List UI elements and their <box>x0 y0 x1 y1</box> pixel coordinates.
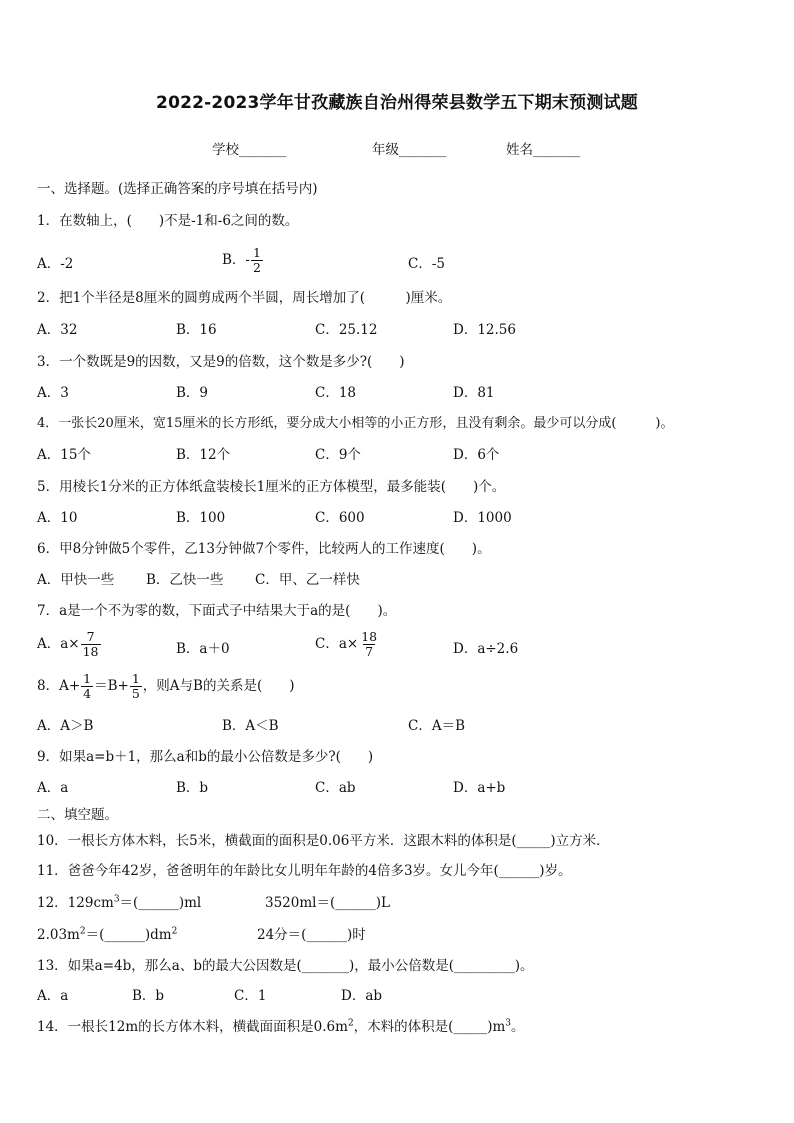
q4-option-c: C．9个 <box>315 447 361 463</box>
q13-option-a: A．a <box>37 988 69 1004</box>
question-7: 7．a是一个不为零的数，下面式子中结果大于a的是( )。 <box>37 603 397 619</box>
question-12-part-4: 24分＝(______)时 <box>257 927 366 943</box>
q2-option-b: B．16 <box>176 322 217 338</box>
q7-option-c: C．a× $\frac{18}{7}$ <box>315 629 378 659</box>
question-14: 14．一根长12m的长方体木料，横截面面积是$0.6m^2$，木料的体积是$(\_\_\_\_\_)m^3$。 <box>37 1018 525 1035</box>
q6-option-c: C．甲、乙一样快 <box>255 572 360 588</box>
q2-option-d: D．12.56 <box>453 322 516 338</box>
q6-option-a: A．甲快一些 <box>37 572 115 588</box>
page-title: 2022-2023学年甘孜藏族自治州得荣县数学五下期末预测试题 <box>156 93 638 113</box>
question-6: 6．甲8分钟做5个零件，乙13分钟做7个零件，比较两人的工作速度( )。 <box>37 541 491 557</box>
q4-option-b: B．12个 <box>176 447 231 463</box>
q8-option-a: A．A＞B <box>37 718 94 734</box>
section-heading-fill: 二、填空题。 <box>37 807 118 823</box>
q3-option-a: A．3 <box>37 385 69 401</box>
fraction: $\frac{7}{18}$ <box>82 629 99 659</box>
q13-option-b: B．b <box>132 988 165 1004</box>
fraction: $\frac{1}{4}$ <box>83 671 92 701</box>
section-heading-choice: 一、选择题。(选择正确答案的序号填在括号内) <box>37 181 318 197</box>
q4-option-a: A．15个 <box>37 447 91 463</box>
q5-option-a: A．10 <box>37 510 78 526</box>
q1-option-b: B．- $\frac{1}{2}$ <box>222 245 261 275</box>
question-5: 5．用棱长1分米的正方体纸盒装棱长1厘米的正方体模型，最多能装( )个。 <box>37 479 506 495</box>
q7-option-a: A．a× $\frac{7}{18}$ <box>37 629 99 659</box>
question-1: 1．在数轴上，( )不是-1和-6之间的数。 <box>37 213 299 229</box>
school-field: 学校_______ <box>212 142 287 158</box>
question-2: 2．把1个半径是8厘米的圆剪成两个半圆，周长增加了( )厘米。 <box>37 290 452 306</box>
q3-option-d: D．81 <box>453 385 495 401</box>
q3-option-c: C．18 <box>315 385 357 401</box>
q7-option-d: D．a÷2.6 <box>453 641 519 657</box>
question-10: 10．一根长方体木料，长5米，横截面的面积是0.06平方米．这跟木料的体积是(_____)立方米． <box>37 833 610 849</box>
q9-option-c: C．ab <box>315 780 356 796</box>
q13-option-d: D．ab <box>341 988 383 1004</box>
q9-option-b: B．b <box>176 780 209 796</box>
q1-option-a: A．-2 <box>37 256 74 272</box>
question-4: 4．一张长20厘米，宽15厘米的长方形纸，要分成大小相等的小正方形，且没有剩余。最少可以分成( )。 <box>37 416 674 431</box>
grade-field: 年级_______ <box>372 142 447 158</box>
q8-option-c: C．A＝B <box>408 718 465 734</box>
q2-option-c: C．25.12 <box>315 322 378 338</box>
question-8: 8．A+ $\frac{1}{4}$ ＝B+ $\frac{1}{5}$ ，则A与B的关系是( ) <box>37 671 295 701</box>
question-12-part-1: 12．$129cm^3=(\_\_\_\_\_\_)ml$ <box>37 894 202 911</box>
q4-option-d: D．6个 <box>453 447 500 463</box>
question-9: 9．如果a=b＋1，那么a和b的最小公倍数是多少?( ) <box>37 749 374 765</box>
question-3: 3．一个数既是9的因数，又是9的倍数，这个数是多少?( ) <box>37 354 405 370</box>
q5-option-b: B．100 <box>176 510 226 526</box>
q7-option-b: B．a＋0 <box>176 641 230 657</box>
fraction: $\frac{18}{7}$ <box>361 629 378 659</box>
fraction: $\frac{1}{5}$ <box>131 671 140 701</box>
q1-option-c: C．-5 <box>408 256 445 272</box>
q5-option-d: D．1000 <box>453 510 512 526</box>
question-13: 13．如果a=4b，那么a、b的最大公因数是(_______)，最小公倍数是(_________)。 <box>37 958 534 974</box>
q3-option-b: B．9 <box>176 385 209 401</box>
q9-option-d: D．a+b <box>453 780 506 796</box>
question-12-part-2: 3520ml＝(______)L <box>265 895 390 911</box>
question-12-part-3: $2.03m^2=(\_\_\_\_\_\_)dm^2$ <box>37 926 178 943</box>
q8-option-b: B．A＜B <box>222 718 279 734</box>
q5-option-c: C．600 <box>315 510 365 526</box>
q2-option-a: A．32 <box>37 322 78 338</box>
q13-option-c: C．1 <box>234 988 267 1004</box>
name-field: 姓名_______ <box>506 142 581 158</box>
q9-option-a: A．a <box>37 780 69 796</box>
question-11: 11．爸爸今年42岁，爸爸明年的年龄比女儿明年年龄的4倍多3岁。女儿今年(______)岁。 <box>37 863 572 879</box>
q6-option-b: B．乙快一些 <box>146 572 224 588</box>
fraction: $\frac{1}{2}$ <box>252 245 261 275</box>
